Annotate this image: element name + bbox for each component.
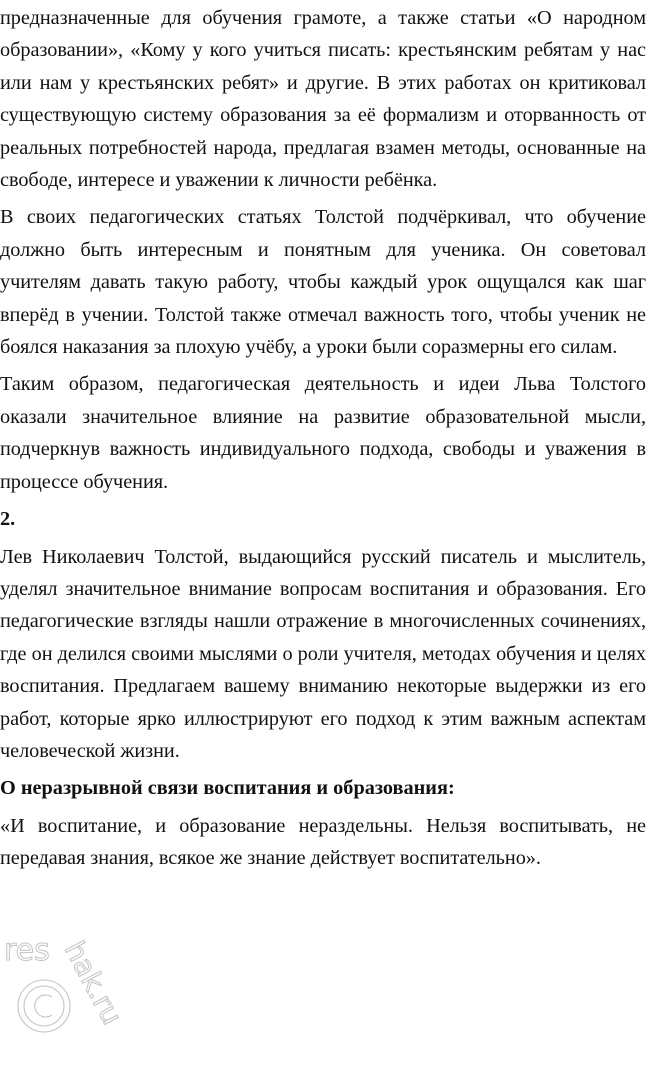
paragraph-pedagogical-articles: В своих педагогических статьях Толстой подчёркивал, что обучение должно быть интересным и понятным для ученика. Он советовал учителям давать такую работу, чтобы каждый урок ощущался как шаг вперёд в учении. Толстой также отмечал важность того, чтобы ученик не боялся наказания за плохую учёбу, а уроки были соразмерны его силам. xyxy=(0,206,646,359)
section-number-heading: 2. xyxy=(0,508,16,531)
paragraph-conclusion: Таким образом, педагогическая деятельность и идеи Льва Толстого оказали значительное влияние на развитие образовательной мысли, подчеркнув важность индивидуального подхода, свободы и уважения в процессе обучения. xyxy=(0,373,646,493)
quote-paragraph: «И воспитание, и образование нераздельны. Нельзя воспитывать, не передавая знания, всякое же знание действует воспитательно». xyxy=(0,814,646,870)
subsection-heading: О неразрывной связи воспитания и образования: xyxy=(0,777,455,800)
watermark-text-hak: hak.ru xyxy=(57,935,129,1031)
watermark xyxy=(2,926,152,1066)
paragraph-introduction: Лев Николаевич Толстой, выдающийся русский писатель и мыслитель, уделял значительное внимание вопросам воспитания и образования. Его педагогические взгляды нашли отражение в многочисленных сочинениях, где он делился своими мыслями о роли учителя, методах обучения и целях воспитания. Предлагаем вашему вниманию некоторые выдержки из его работ, которые ярко иллюстрируют его подход к этим важным аспектам человеческой жизни. xyxy=(0,545,646,762)
watermark-text-res: res xyxy=(4,933,50,968)
paragraph-tolstoy-works: предназначенные для обучения грамоте, а также статьи «О народном образовании», «Кому у кого учиться писать: крестьянским ребятам у нас или нам у крестьянских ребят» и другие. В этих работах он критиковал существующую систему образования за её формализм и оторванность от реальных потребностей народа, предлагая взамен методы, основанные на свободе, интересе и уважении к личности ребёнка. xyxy=(0,7,646,192)
watermark-logo-icon xyxy=(2,926,152,1066)
